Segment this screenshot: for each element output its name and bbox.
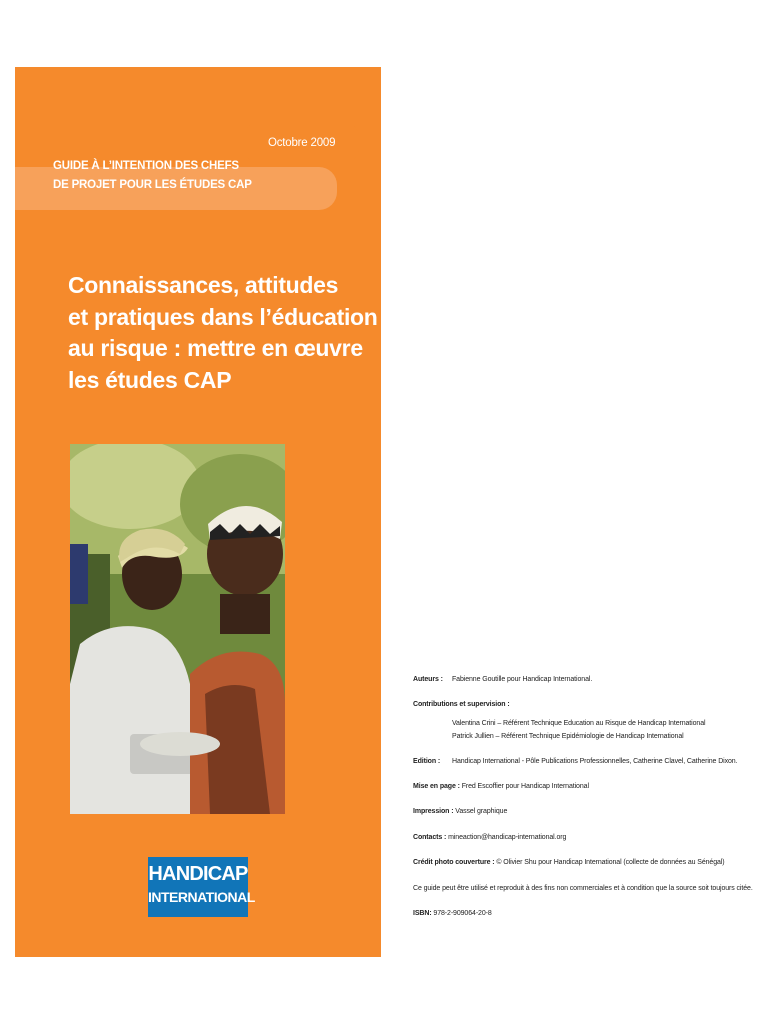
layout-value: Fred Escoffier pour Handicap International: [461, 783, 589, 790]
isbn-row: [413, 910, 492, 917]
title-line: et pratiques dans l’éducation: [68, 303, 378, 330]
document-title: [68, 270, 378, 396]
guide-heading: [53, 157, 293, 195]
logo-line-2: INTERNATIONAL: [148, 889, 255, 905]
printing-label: Impression :: [413, 808, 454, 815]
edition-row: [413, 758, 738, 765]
photo-credit-row: [413, 859, 725, 866]
guide-line-2: DE PROJET POUR LES ÉTUDES CAP: [53, 179, 252, 191]
cover-page: [15, 67, 381, 957]
edition-label: Edition :: [413, 758, 441, 765]
printing-value: Vassel graphique: [455, 808, 508, 815]
edition-value: Handicap International - Pôle Publications Professionnelles, Catherine Clavel, Catherine Dixon.: [452, 758, 738, 765]
guide-line-1: GUIDE À L’INTENTION DES CHEFS: [53, 160, 239, 172]
printing-row: [413, 808, 507, 815]
publication-date: Octobre 2009: [268, 137, 336, 149]
usage-notice: Ce guide peut être utilisé et reproduit à des fins non commerciales et à condition que la source soit toujours citée.: [413, 885, 753, 892]
title-line: au risque : mettre en œuvre: [68, 335, 363, 361]
layout-label: Mise en page :: [413, 783, 460, 790]
title-line: Connaissances, attitudes: [68, 272, 339, 298]
authors-label: Auteurs :: [413, 676, 443, 683]
authors-value: Fabienne Goutille pour Handicap International.: [452, 676, 593, 683]
contacts-value: mineaction@handicap-international.org: [448, 834, 567, 841]
title-line: les études CAP: [68, 366, 232, 393]
contribution-1: Valentina Crini – Référent Technique Education au Risque de Handicap International: [452, 720, 706, 727]
contributions-label-row: [413, 701, 510, 708]
contributions-label: Contributions et supervision :: [413, 701, 510, 708]
handicap-international-logo: [148, 857, 255, 917]
contacts-label: Contacts :: [413, 834, 447, 841]
photo-credit-value: © Olivier Shu pour Handicap International (collecte de données au Sénégal): [496, 859, 725, 866]
cover-photo: [70, 444, 285, 814]
photo-credit-label: Crédit photo couverture :: [413, 859, 495, 866]
isbn-label: ISBN:: [413, 910, 432, 917]
authors-row: [413, 676, 593, 683]
layout-row: [413, 783, 589, 790]
isbn-value: 978-2-909064-20-8: [433, 910, 492, 917]
logo-line-1: HANDICAP: [148, 863, 248, 885]
contribution-2: Patrick Jullien – Référent Technique Epidémiologie de Handicap International: [452, 733, 684, 740]
contacts-row: [413, 834, 566, 841]
